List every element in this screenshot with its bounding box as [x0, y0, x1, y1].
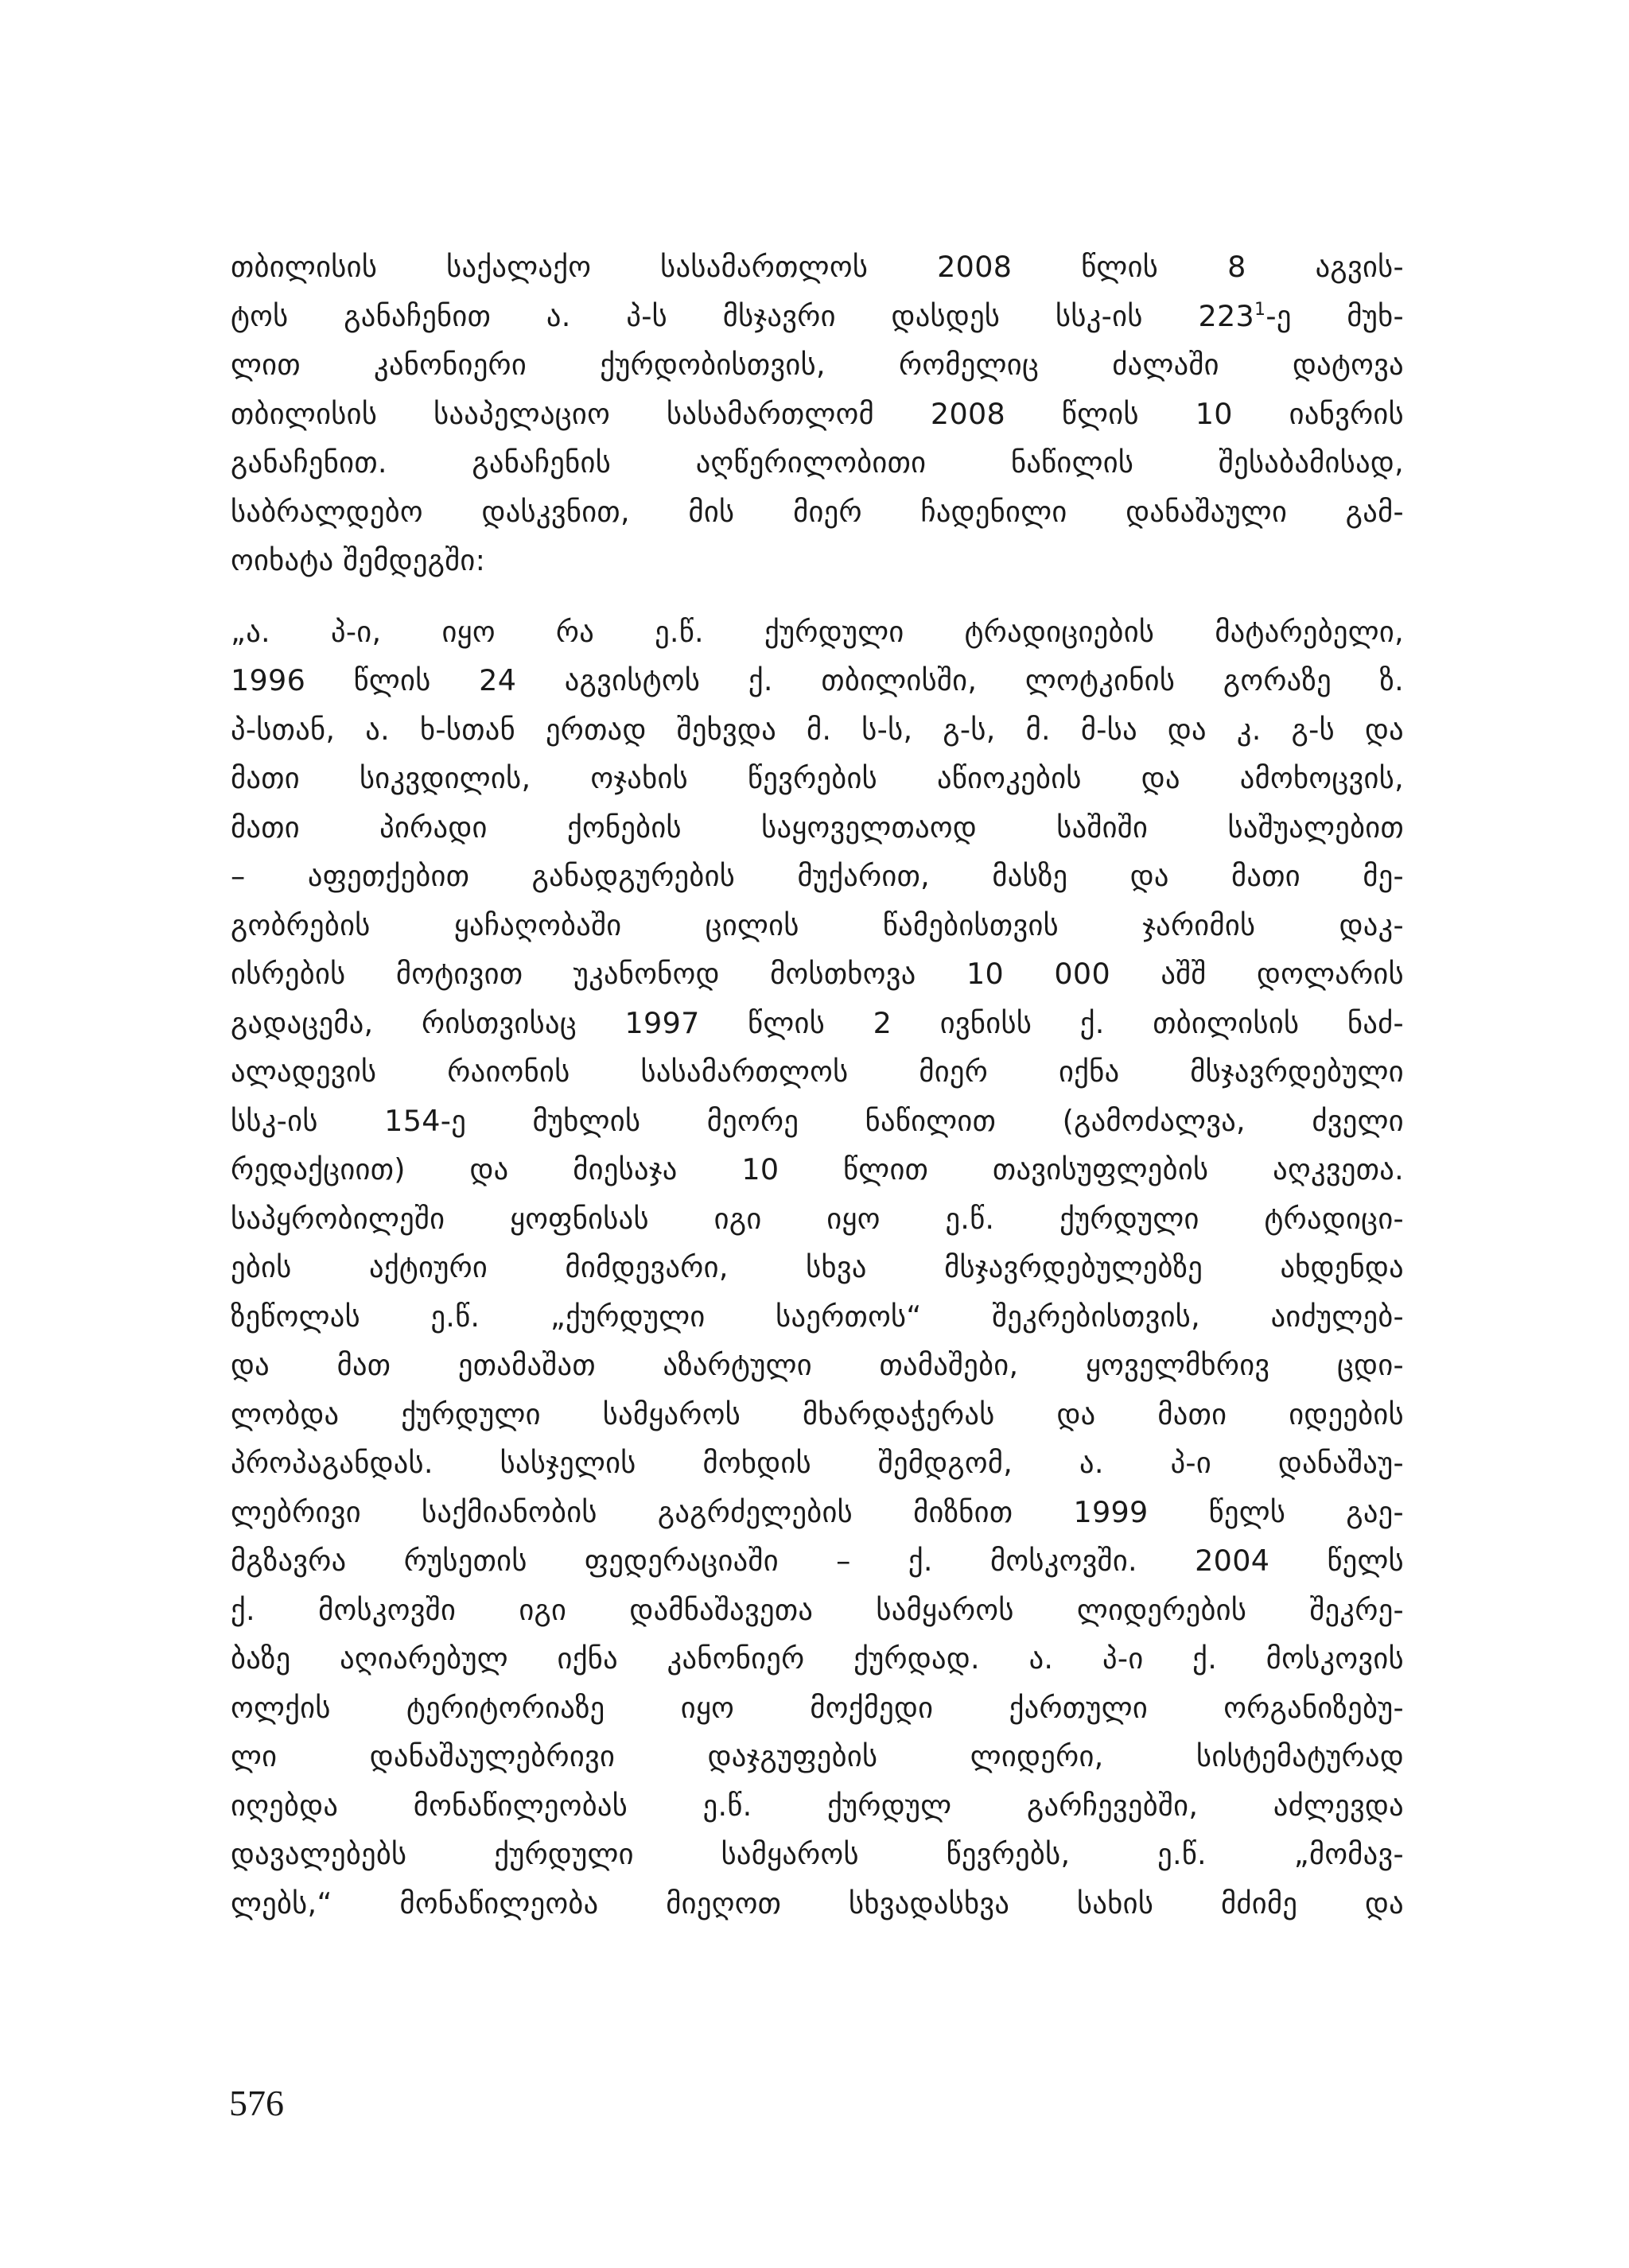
text-line: მათი სიკვდილის, ოჯახის წევრების აწიოკების და ამოხოცვის, [231, 761, 1404, 795]
text-line: 1996 წლის 24 აგვისტოს ქ. თბილისში, ლოტკინის გორაზე ზ. [231, 663, 1404, 697]
text-line [231, 292, 1404, 341]
text-line: „ა. პ-ი, იყო რა ე.წ. ქურდული ტრადიციების მატარებელი, [231, 614, 1404, 649]
text-line: სსკ-ის 154-ე მუხლის მეორე ნაწილით (გამოძალვა, ძველი [231, 1103, 1404, 1138]
text-line: მგზავრა რუსეთის ფედერაციაში – ქ. მოსკოვში. 2004 წელს [231, 1544, 1404, 1578]
text-line: იღებდა მონაწილეობას ე.წ. ქურდულ გარჩევებში, აძლევდა [231, 1788, 1404, 1823]
text-line: ოიხატა შემდეგში: [231, 543, 486, 577]
text-line: მათი პირადი ქონების საყოველთაოდ საშიში საშუალებით [231, 810, 1404, 845]
text-line: ისრების მოტივით უკანონოდ მოსთხოვა 10 000 აშშ დოლარის [231, 957, 1404, 991]
text-line: და მათ ეთამაშათ აზარტული თამაშები, ყოველმხრივ ცდი- [231, 1348, 1404, 1382]
text-line: ლებს,“ მონაწილეობა მიეღოთ სხვადასხვა სახის მძიმე და [231, 1885, 1404, 1920]
text-line: ზეწოლას ე.წ. „ქურდული საერთოს“ შეკრებისთვის, აიძულებ- [231, 1299, 1404, 1334]
text-line: პ-სთან, ა. ხ-სთან ერთად შეხვდა მ. ს-ს, გ-ს, მ. მ-სა და კ. გ-ს და [231, 712, 1404, 747]
text-line: საპყრობილეში ყოფნისას იგი იყო ე.წ. ქურდული ტრადიცი- [231, 1201, 1404, 1236]
page-number: 576 [229, 2083, 284, 2123]
paragraph-1 [231, 243, 1404, 585]
text-line: გადაცემა, რისთვისაც 1997 წლის 2 ივნისს ქ. თბილისის ნაძ- [231, 1005, 1404, 1040]
text-line: ლით კანონიერი ქურდობისთვის, რომელიც ძალაში დატოვა [231, 348, 1404, 382]
text-line: საბრალდებო დასკვნით, მის მიერ ჩადენილი დანაშაული გამ- [231, 494, 1404, 529]
text-line: გობრების ყაჩაღობაში ცილის წამებისთვის ჯარიმის დაკ- [231, 907, 1404, 942]
text-line: ბაზე აღიარებულ იქნა კანონიერ ქურდად. ა. პ-ი ქ. მოსკოვის [231, 1641, 1404, 1676]
text-line: ქ. მოსკოვში იგი დამნაშავეთა სამყაროს ლიდერების შეკრე- [231, 1592, 1404, 1627]
text-line: ების აქტიური მიმდევარი, სხვა მსჯავრდებულებზე ახდენდა [231, 1250, 1404, 1284]
text-line: ალადევის რაიონის სასამართლოს მიერ იქნა მსჯავრდებული [231, 1054, 1404, 1089]
text-line: ოლქის ტერიტორიაზე იყო მოქმედი ქართული ორგანიზებუ- [231, 1690, 1404, 1725]
text-line: რედაქციით) და მიესაჯა 10 წლით თავისუფლების აღკვეთა. [231, 1152, 1404, 1186]
text-line: განაჩენით. განაჩენის აღწერილობითი ნაწილის შესაბამისად, [231, 445, 1404, 480]
body-text [231, 243, 1404, 1928]
text-line: დავალებებს ქურდული სამყაროს წევრებს, ე.წ. „მომავ- [231, 1837, 1404, 1871]
paragraph-gap [231, 585, 1404, 608]
text-line: – აფეთქებით განადგურების მუქარით, მასზე და მათი მე- [231, 859, 1404, 893]
footnote-superscript: 1 [1254, 299, 1266, 320]
paragraph-2 [231, 608, 1404, 1928]
text-line-part: -ე მუხ- [1265, 298, 1404, 333]
text-line: ლი დანაშაულებრივი დაჯგუფების ლიდერი, სისტემატურად [231, 1739, 1404, 1773]
text-line: ლებრივი საქმიანობის გაგრძელების მიზნით 1999 წელს გაე- [231, 1494, 1404, 1529]
text-line: თბილისის სააპელაციო სასამართლომ 2008 წლის 10 იანვრის [231, 396, 1404, 431]
text-line: პროპაგანდას. სასჯელის მოხდის შემდგომ, ა. პ-ი დანაშაუ- [231, 1446, 1404, 1480]
text-line-part: ტოს განაჩენით ა. პ-ს მსჯავრი დასდეს სსკ-ის 223 [231, 298, 1255, 333]
text-line: ლობდა ქურდული სამყაროს მხარდაჭერას და მათი იდეების [231, 1396, 1404, 1431]
text-line: თბილისის საქალაქო სასამართლოს 2008 წლის 8 აგვის- [231, 250, 1404, 284]
